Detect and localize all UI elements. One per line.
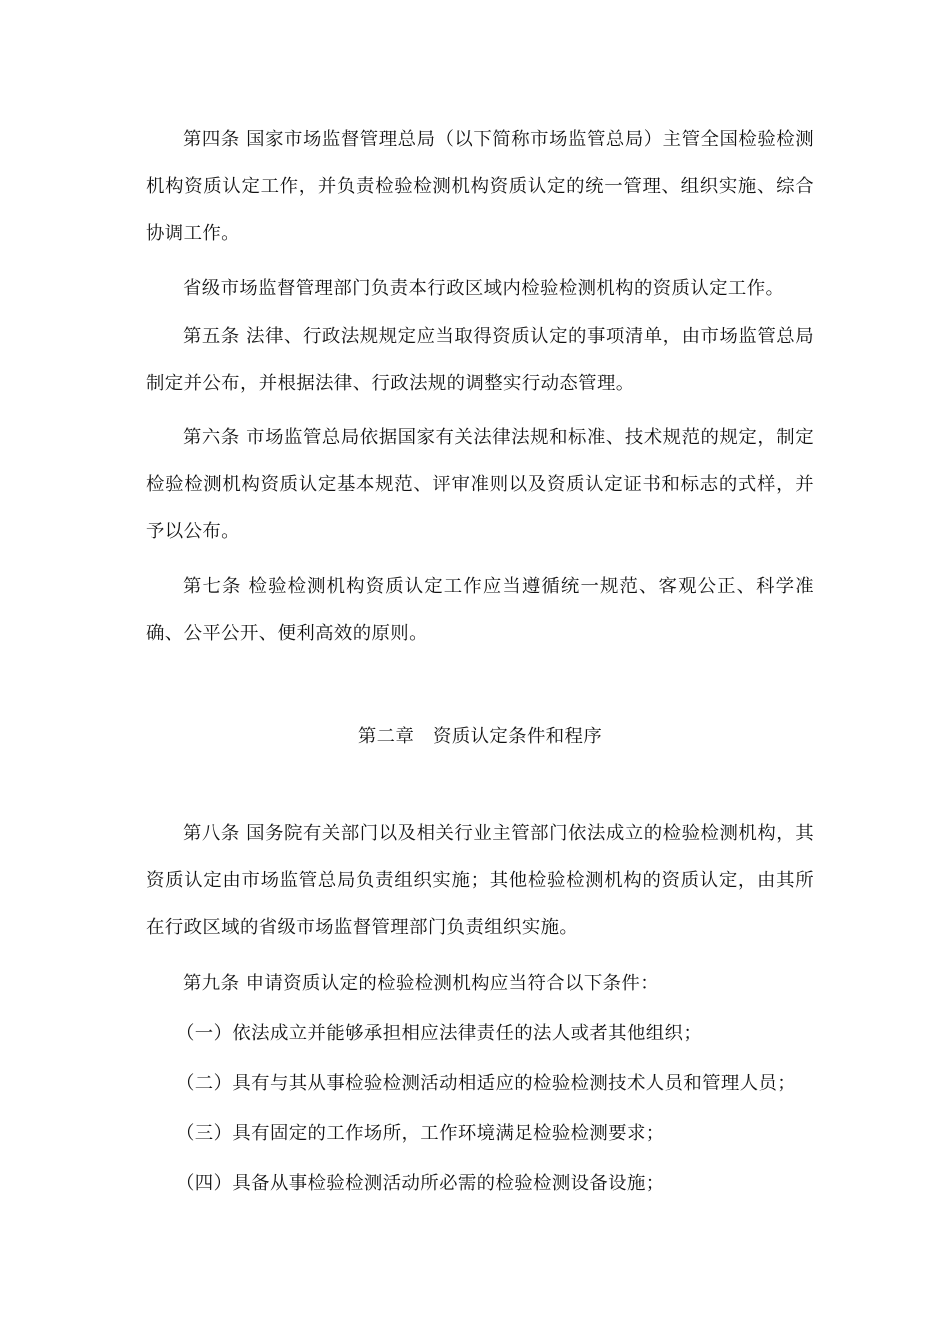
condition-item-2: （二）具有与其从事检验检测活动相适应的检验检测技术人员和管理人员；: [176, 1073, 797, 1094]
condition-item-4: （四）具备从事检验检测活动所必需的检验检测设备设施；: [176, 1173, 665, 1194]
provincial-paragraph: 省级市场监督管理部门负责本行政区域内检验检测机构的资质认定工作。: [183, 278, 785, 299]
article-4-paragraph: 第四条 国家市场监督管理总局（以下简称市场监管总局）主管全国检验检测机构资质认定工作，并负责检验检测机构资质认定的统一管理、组织实施、综合协调工作。: [146, 129, 814, 244]
article-5-paragraph: 第五条 法律、行政法规规定应当取得资质认定的事项清单，由市场监管总局制定并公布，并根据法律、行政法规的调整实行动态管理。: [146, 326, 814, 394]
article-9-paragraph: 第九条 申请资质认定的检验检测机构应当符合以下条件：: [183, 973, 660, 994]
chapter-heading: 第二章 资质认定条件和程序: [357, 726, 603, 747]
condition-item-1: （一）依法成立并能够承担相应法律责任的法人或者其他组织；: [176, 1023, 703, 1044]
article-7-paragraph: 第七条 检验检测机构资质认定工作应当遵循统一规范、客观公正、科学准确、公平公开、便利高效的原则。: [146, 576, 814, 644]
article-6-paragraph: 第六条 市场监管总局依据国家有关法律法规和标准、技术规范的规定，制定检验检测机构资质认定基本规范、评审准则以及资质认定证书和标志的式样，并予以公布。: [146, 427, 814, 542]
condition-item-3: （三）具有固定的工作场所，工作环境满足检验检测要求；: [176, 1123, 665, 1144]
article-8-paragraph: 第八条 国务院有关部门以及相关行业主管部门依法成立的检验检测机构，其资质认定由市场监管总局负责组织实施；其他检验检测机构的资质认定，由其所在行政区域的省级市场监督管理部门负责组织实施。: [146, 823, 814, 938]
